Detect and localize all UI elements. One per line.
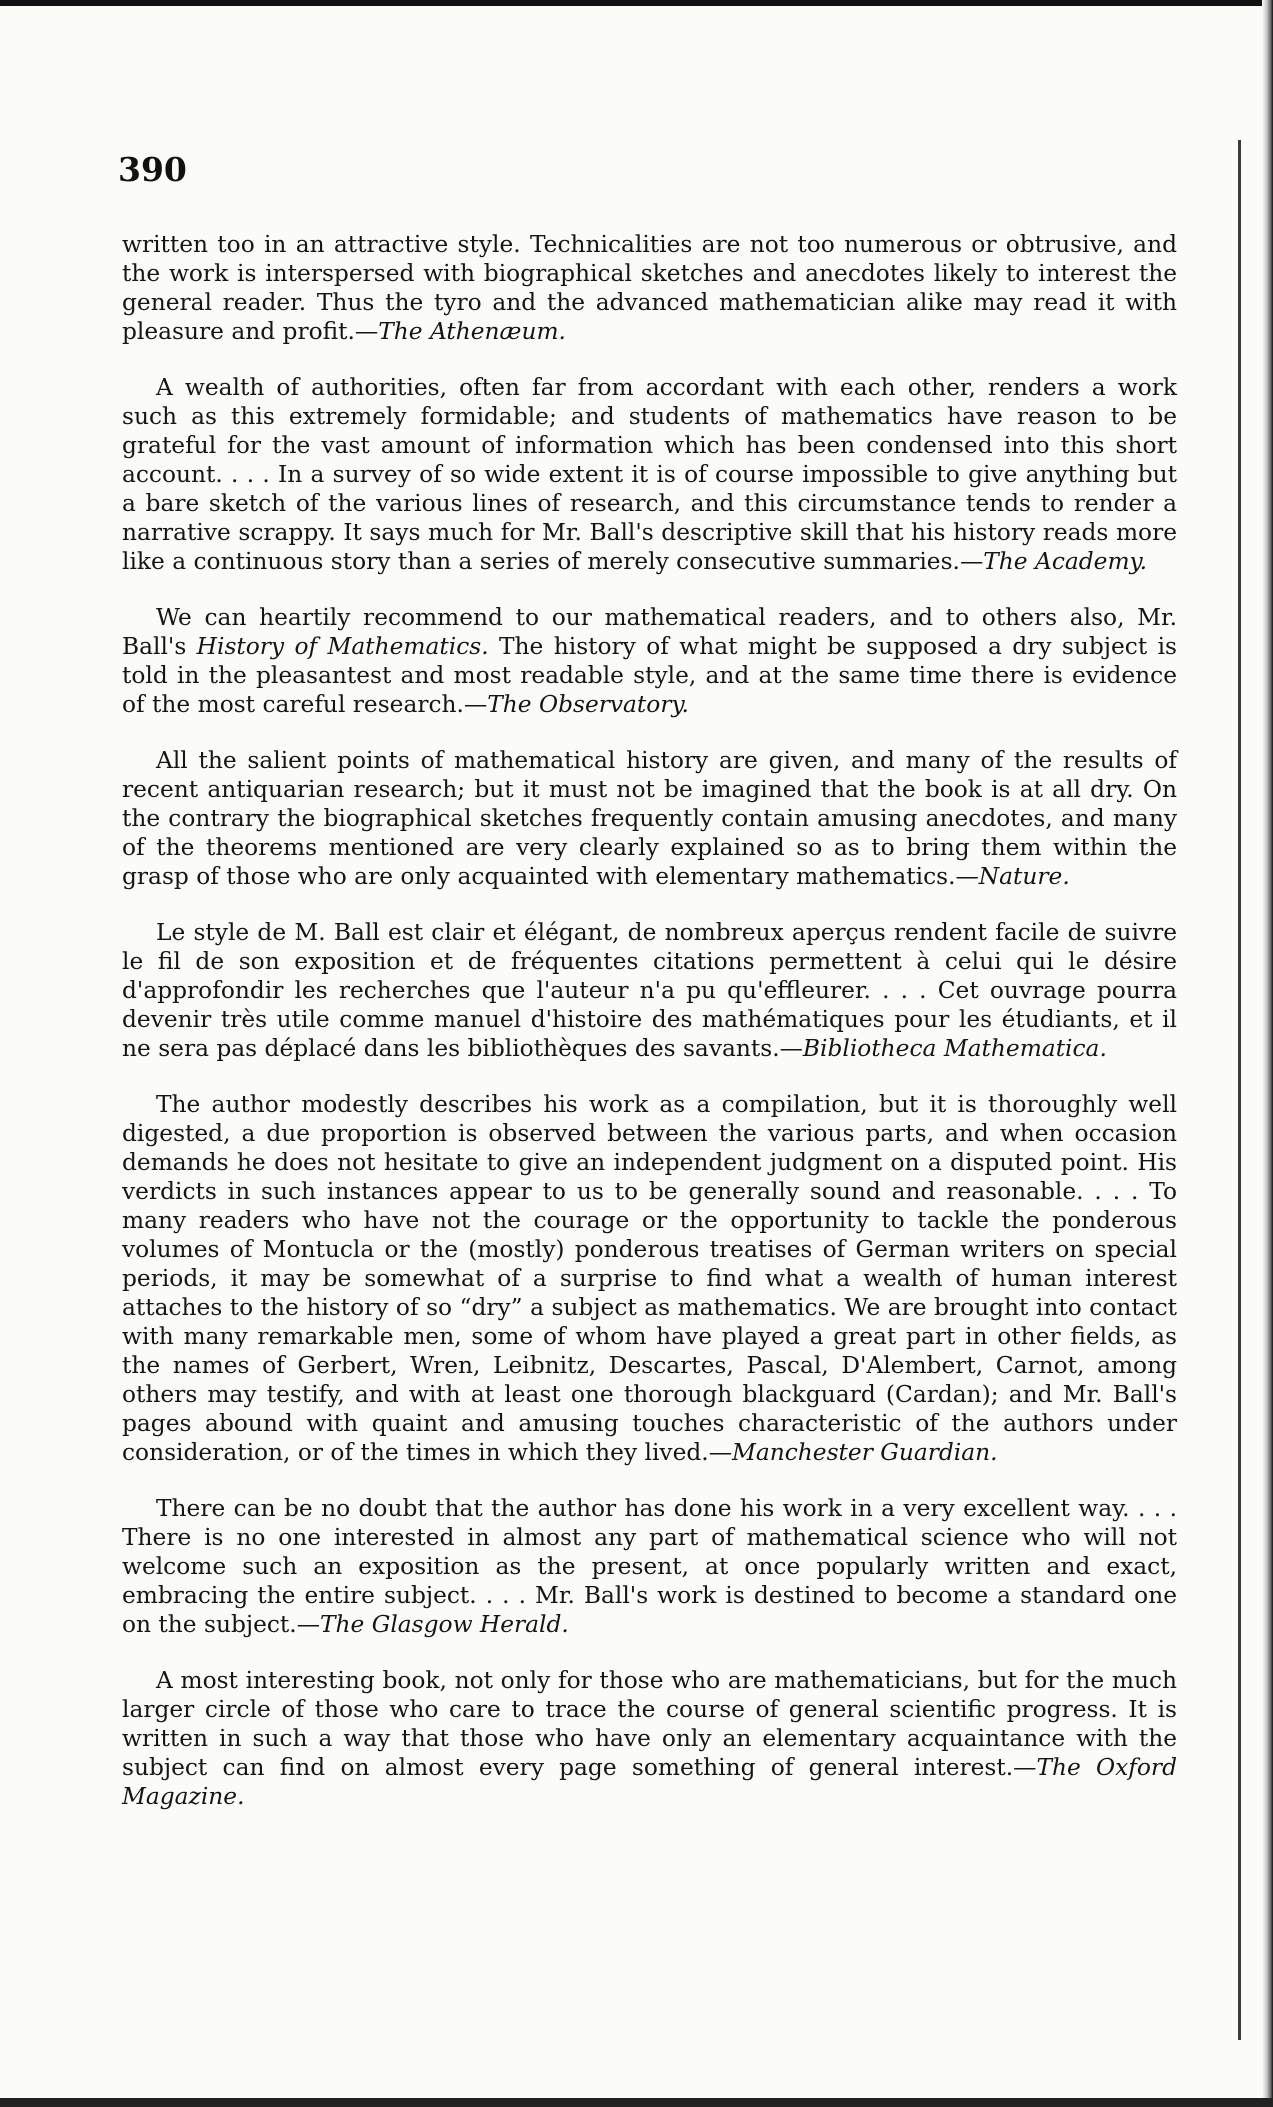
review-observatory [122,603,1177,719]
review-source: The Academy. [983,548,1148,575]
review-source: The Athenæum. [378,318,566,345]
review-source: Nature. [978,863,1070,890]
review-source: The Glasgow Herald. [320,1611,569,1638]
review-source: The Observatory. [487,691,689,718]
review-text: All the salient points of mathematical history are given, and many of the results of recent antiquarian research; but it must not be imagined that the book is at all dry. On the contrary the biographical sketches frequently contain amusing anecdotes, and many of the theorems mentioned are very clearly explained so as to bring them within the grasp of those who are only acquainted with elementary mathematics.— [122,747,1177,890]
review-text: A most interesting book, not only for those who are mathematicians, but for the much larger circle of those who care to trace the course of general scientific progress. It is written in such a way that those who have only an elementary acquaintance with the subject can find on almost every page something of general interest.— [122,1667,1177,1781]
review-source: Manchester Guardian. [732,1439,998,1466]
review-text: written too in an attractive style. Technicalities are not too numerous or obtrusive, and the work is interspersed with biographical sketches and anecdotes likely to interest the general reader. Thus the tyro and the advanced mathematician alike may read it with pleasure and profit.— [122,231,1177,345]
review-bibliotheca [122,918,1177,1063]
review-text: The history of what might be supposed a dry subject is told in the pleasantest and most readable style, and at the same time there is evidence of the most careful research.— [122,633,1177,718]
review-text: A wealth of authorities, often far from accordant with each other, renders a work such as this extremely formidable; and students of mathematics have reason to be grateful for the vast amount of information which has been condensed into this short account. . . . In a survey of so wide extent it is of course impossible to give anything but a bare sketch of the various lines of research, and this circumstance tends to render a narrative scrappy. It says much for Mr. Ball's descriptive skill that his history reads more like a continuous story than a series of merely consecutive summaries.— [122,374,1177,575]
page-binding-shadow [1238,140,1255,2040]
page-number: 390 [118,150,187,189]
review-text: The author modestly describes his work as a compilation, but it is thoroughly well digested, a due proportion is observed between the various parts, and when occasion demands he does not hesitate to give an independent judgment on a disputed point. His verdicts in such instances appear to us to be generally sound and reasonable. . . . To many readers who have not the courage or the opportunity to tackle the ponderous volumes of Montucla or the (mostly) ponderous treatises of German writers on special periods, it may be somewhat of a surprise to find what a wealth of human interest attaches to the history of so “dry” a subject as mathematics. We are brought into contact with many remarkable men, some of whom have played a great part in other fields, as the names of Gerbert, Wren, Leibnitz, Descartes, Pascal, D'Alembert, Carnot, among others may testify, and with at least one thorough blackguard (Cardan); and Mr. Ball's pages abound with quaint and amusing touches characteristic of the authors under consideration, or of the times in which they lived.— [122,1091,1177,1466]
review-nature [122,746,1177,891]
page-right-edge [1262,0,1273,2107]
book-title: History of Mathematics. [196,633,489,660]
review-text-before-title: We can heartily recommend to our mathematical readers, and to others also, Mr. Ball's [122,604,1177,660]
reviews-text [122,230,1177,1838]
page-bottom-edge [0,2098,1273,2107]
review-manchester [122,1090,1177,1467]
review-oxford [122,1666,1177,1811]
page-top-edge [0,0,1273,6]
review-text: There can be no doubt that the author has done his work in a very excellent way. . . . There is no one interested in almost any part of mathematical science who will not welcome such an exposition as the present, at once popularly written and exact, embracing the entire subject. . . . Mr. Ball's work is destined to become a standard one on the subject.— [122,1495,1177,1638]
review-source: Bibliotheca Mathematica. [802,1035,1107,1062]
review-athenaeum [122,230,1177,346]
review-glasgow [122,1494,1177,1639]
review-source: The Oxford Magazine. [122,1754,1177,1810]
review-academy [122,373,1177,576]
review-text: Le style de M. Ball est clair et élégant, de nombreux aperçus rendent facile de suivre le fil de son exposition et de fréquentes citations permettent à celui qui le désire d'approfondir les recherches que l'auteur n'a pu qu'effleurer. . . . Cet ouvrage pourra devenir très utile comme manuel d'histoire des mathématiques pour les étudiants, et il ne sera pas déplacé dans les bibliothèques des savants.— [122,919,1177,1062]
